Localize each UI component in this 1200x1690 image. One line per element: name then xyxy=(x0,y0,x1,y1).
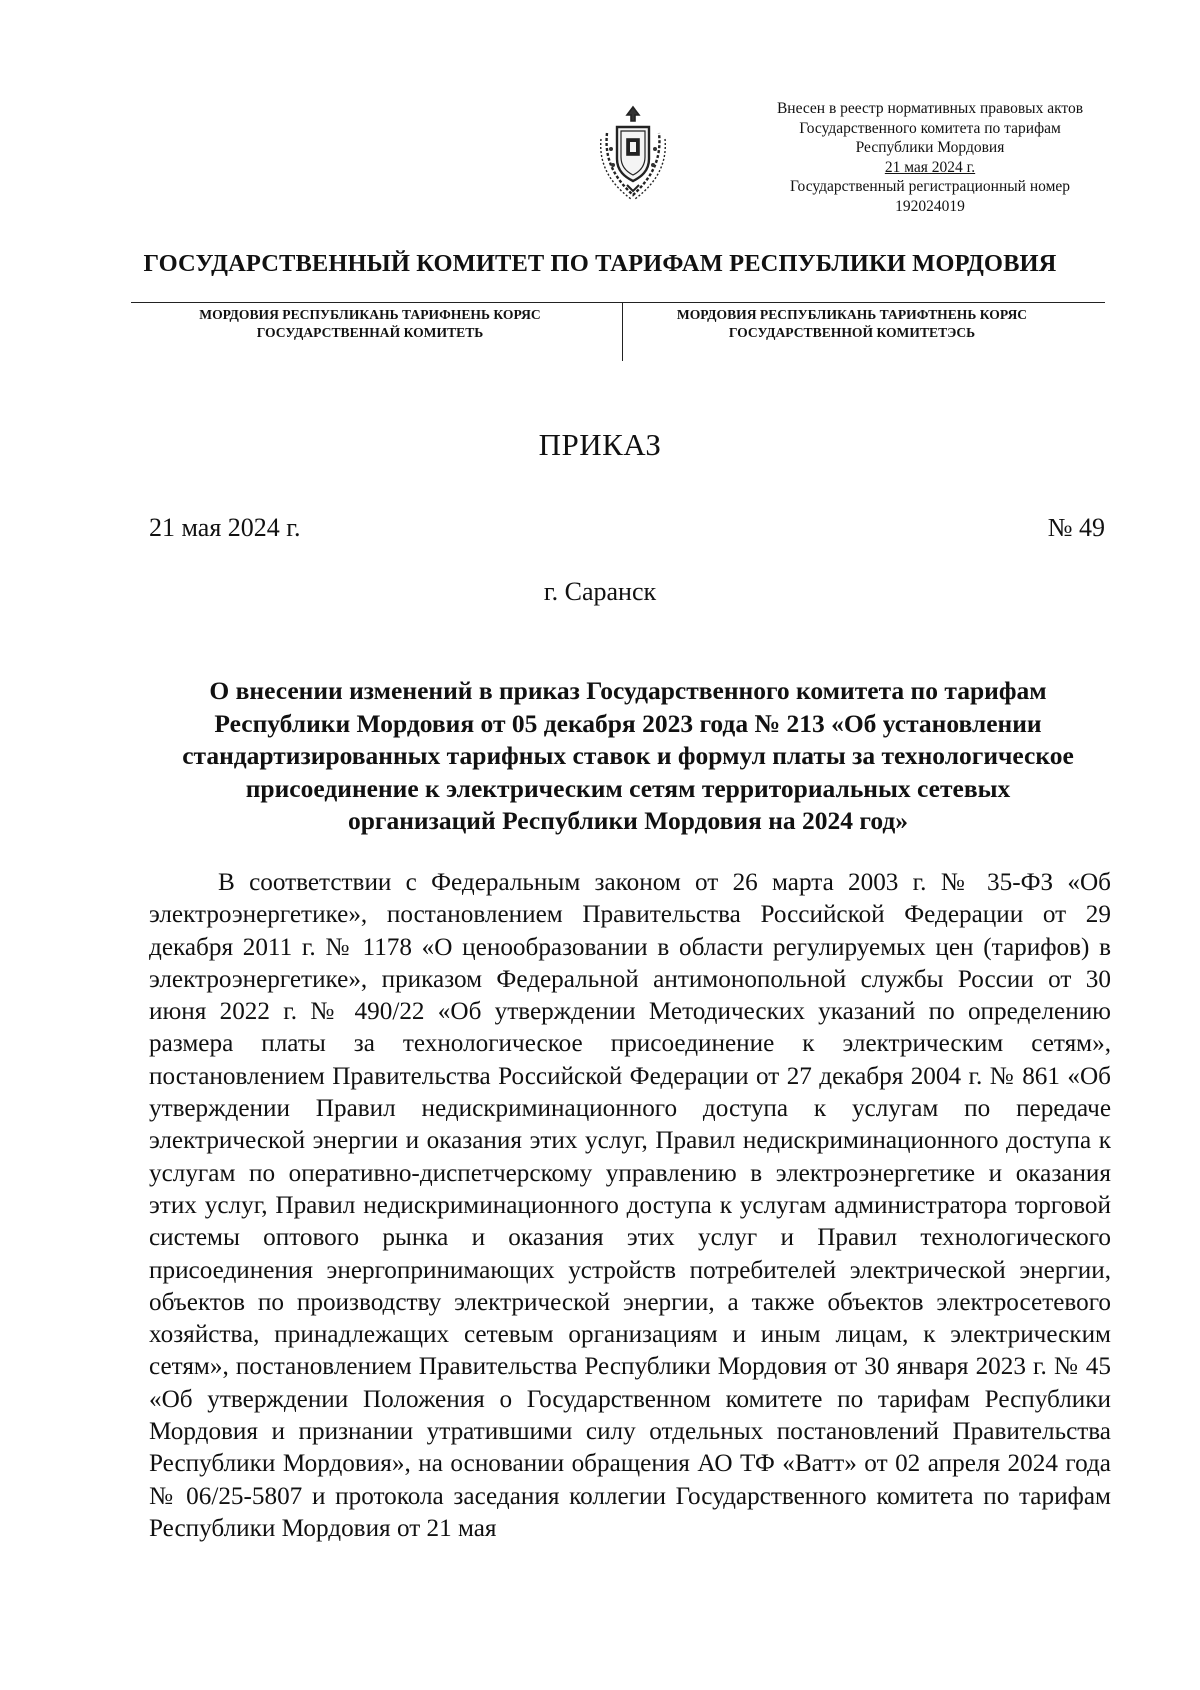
registry-line: Государственный регистрационный номер xyxy=(789,178,1071,195)
agency-name-erzya xyxy=(632,306,1072,342)
document-title-line: присоединение к электрическим сетям территориальных сетевых xyxy=(245,773,1011,803)
agency-name-moksha-line: ГОСУДАРСТВЕННАЙ КОМИТЕТЬ xyxy=(256,325,484,340)
registry-line: Внесен в реестр нормативных правовых актов xyxy=(776,100,1084,117)
registry-line: Республики Мордовия xyxy=(855,139,1005,156)
coat-of-arms-icon xyxy=(591,103,675,203)
document-title xyxy=(140,675,1116,838)
registry-date: 21 мая 2024 г. xyxy=(884,158,976,176)
document-title-line: организаций Республики Мордовия на 2024 год» xyxy=(347,806,909,835)
document-title-line: Республики Мордовия от 05 декабря 2023 года № 213 «Об установлении xyxy=(214,708,1042,738)
agency-name: ГОСУДАРСТВЕННЫЙ КОМИТЕТ ПО ТАРИФАМ РЕСПУБЛИКИ МОРДОВИЯ xyxy=(143,250,1057,277)
document-body xyxy=(149,867,1111,1545)
agency-name-erzya-line: ГОСУДАРСТВЕННОЙ КОМИТЕТЭСЬ xyxy=(728,325,976,340)
registry-stamp xyxy=(740,99,1120,216)
document-number: № 49 xyxy=(1047,513,1105,542)
document-title-line: стандартизированных тарифных ставок и формул платы за технологическое xyxy=(182,741,1074,770)
agency-name-moksha-line: МОРДОВИЯ РЕСПУБЛИКАНЬ ТАРИФНЕНЬ КОРЯС xyxy=(199,307,541,322)
registry-number: 192024019 xyxy=(895,197,965,215)
document-city: г. Саранск xyxy=(543,577,657,606)
body-paragraph: В соответствии с Федеральным законом от 26 марта 2003 г. № 35-ФЗ «Об электроэнергетике», постановлением Правительства Российской Федерации от 29 декабря 2011 г. № 1178 «О ценообразовании в области регулируемых цен (тарифов) в электроэнергетике», приказом Федеральной антимонопольной службы России от 30 июня 2022 г. № 490/22 «Об утверждении Методических указаний по определению размера платы за технологическое присоединение к электрическим сетям», постановлением Правительства Российской Федерации от 27 декабря 2004 г. № 861 «Об утверждении Правил недискриминационного доступа к услугам по передаче электрической энергии и оказания этих услуг, Правил недискриминационного доступа к услугам по оперативно-диспетчерскому управлению в электроэнергетике и оказания этих услуг, Правил недискриминационного доступа к услугам администратора торговой системы оптового рынка и оказания этих услуг и Правил технологического присоединения энергопринимающих устройств потребителей электрической энергии, объектов по производству электрической энергии, а также объектов электросетевого хозяйства, принадлежащих сетевым организациям и иным лицам, к электрическим сетям», постановлением Правительства Республики Мордовия от 30 января 2023 г. № 45 «Об утверждении Положения о Государственном комитете по тарифам Республики Мордовия и признании утратившими силу отдельных постановлений Правительства Республики Мордовия», на основании обращения АО ТФ «Ватт» от 02 апреля 2024 года № 06/25-5807 и протокола заседания коллегии Государственного комитета по тарифам Республики Мордовия от 21 мая xyxy=(149,869,1111,1542)
document-title-line: О внесении изменений в приказ Государственного комитета по тарифам xyxy=(209,676,1047,705)
registry-line: Государственного комитета по тарифам xyxy=(799,119,1061,137)
header-column-divider xyxy=(622,302,623,361)
document-type: ПРИКАЗ xyxy=(538,427,662,462)
agency-name-moksha xyxy=(150,306,590,342)
agency-name-erzya-line: МОРДОВИЯ РЕСПУБЛИКАНЬ ТАРИФТНЕНЬ КОРЯС xyxy=(676,307,1028,322)
header-divider xyxy=(131,302,1105,303)
document-date: 21 мая 2024 г. xyxy=(149,513,301,542)
